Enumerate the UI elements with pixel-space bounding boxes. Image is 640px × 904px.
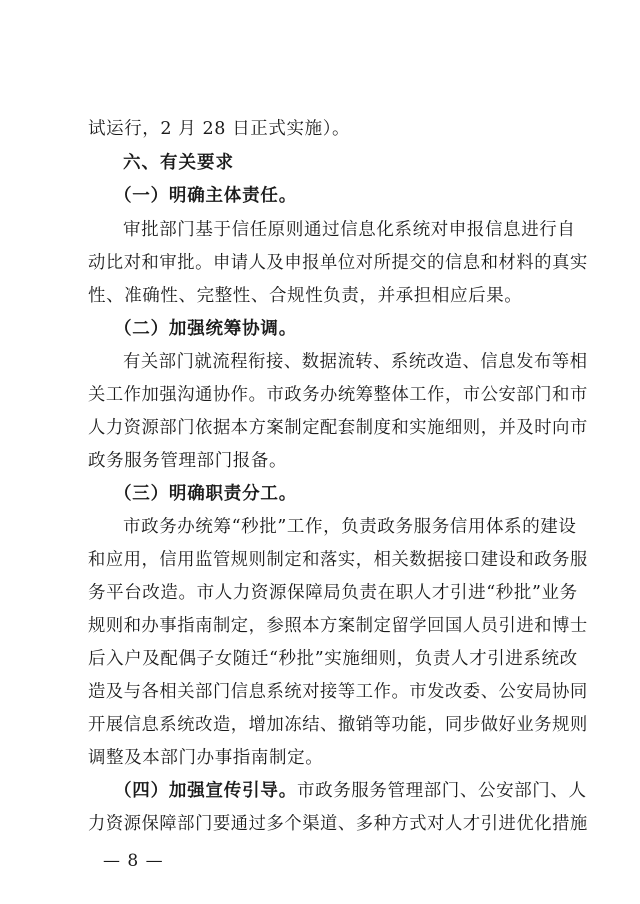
paragraph-line: 和应用，信用监管规则制定和落实，相关数据接口建设和政务服: [88, 550, 588, 570]
paragraph-line: 试运行，2 月 28 日正式实施）。: [88, 119, 351, 139]
paragraph-line: 务平台改造。市人力资源保障局负责在职人才引进“秒批”业务: [88, 583, 578, 603]
paragraph-line: 审批部门基于信任原则通过信息化系统对申报信息进行自: [123, 220, 576, 240]
paragraph-line: 人力资源部门依据本方案制定配套制度和实施细则，并及时向市: [88, 418, 588, 438]
subsection-title: （四）加强宣传引导。: [114, 781, 297, 801]
paragraph-line: 调整及本部门办事指南制定。: [88, 748, 324, 768]
paragraph-text: 市政务服务管理部门、公安部门、人: [297, 781, 587, 801]
paragraph-line: 开展信息系统改造，增加冻结、撤销等功能，同步做好业务规则: [88, 715, 588, 735]
subsection-title: （一）明确主体责任。: [114, 186, 297, 206]
paragraph-line: 市政务办统筹“秒批”工作，负责政务服务信用体系的建设: [123, 517, 577, 537]
subsection-title: （三）明确职责分工。: [114, 484, 297, 504]
paragraph-line: 性、准确性、完整性、合规性负责，并承担相应后果。: [88, 286, 523, 306]
paragraph-line: 规则和办事指南制定，参照本方案制定留学回国人员引进和博士: [88, 616, 588, 636]
paragraph-line: 政务服务管理部门报备。: [88, 451, 288, 471]
subsection-title: （二）加强统筹协调。: [114, 319, 297, 339]
paragraph-line: 力资源保障部门要通过多个渠道、多种方式对人才引进优化措施: [88, 814, 588, 834]
paragraph-line: 有关部门就流程衔接、数据流转、系统改造、信息发布等相: [123, 352, 588, 372]
paragraph-line: [114, 779, 587, 803]
paragraph-line: 动比对和审批。申请人及申报单位对所提交的信息和材料的真实: [88, 253, 588, 273]
paragraph-line: 关工作加强沟通协作。市政务办统筹整体工作，市公安部门和市: [88, 385, 588, 405]
section-heading: 六、有关要求: [123, 153, 234, 173]
page-number: — 8 —: [103, 851, 164, 871]
paragraph-line: 造及与各相关部门信息系统对接等工作。市发改委、公安局协同: [88, 682, 588, 702]
paragraph-line: 后入户及配偶子女随迁“秒批”实施细则，负责人才引进系统改: [88, 649, 578, 669]
